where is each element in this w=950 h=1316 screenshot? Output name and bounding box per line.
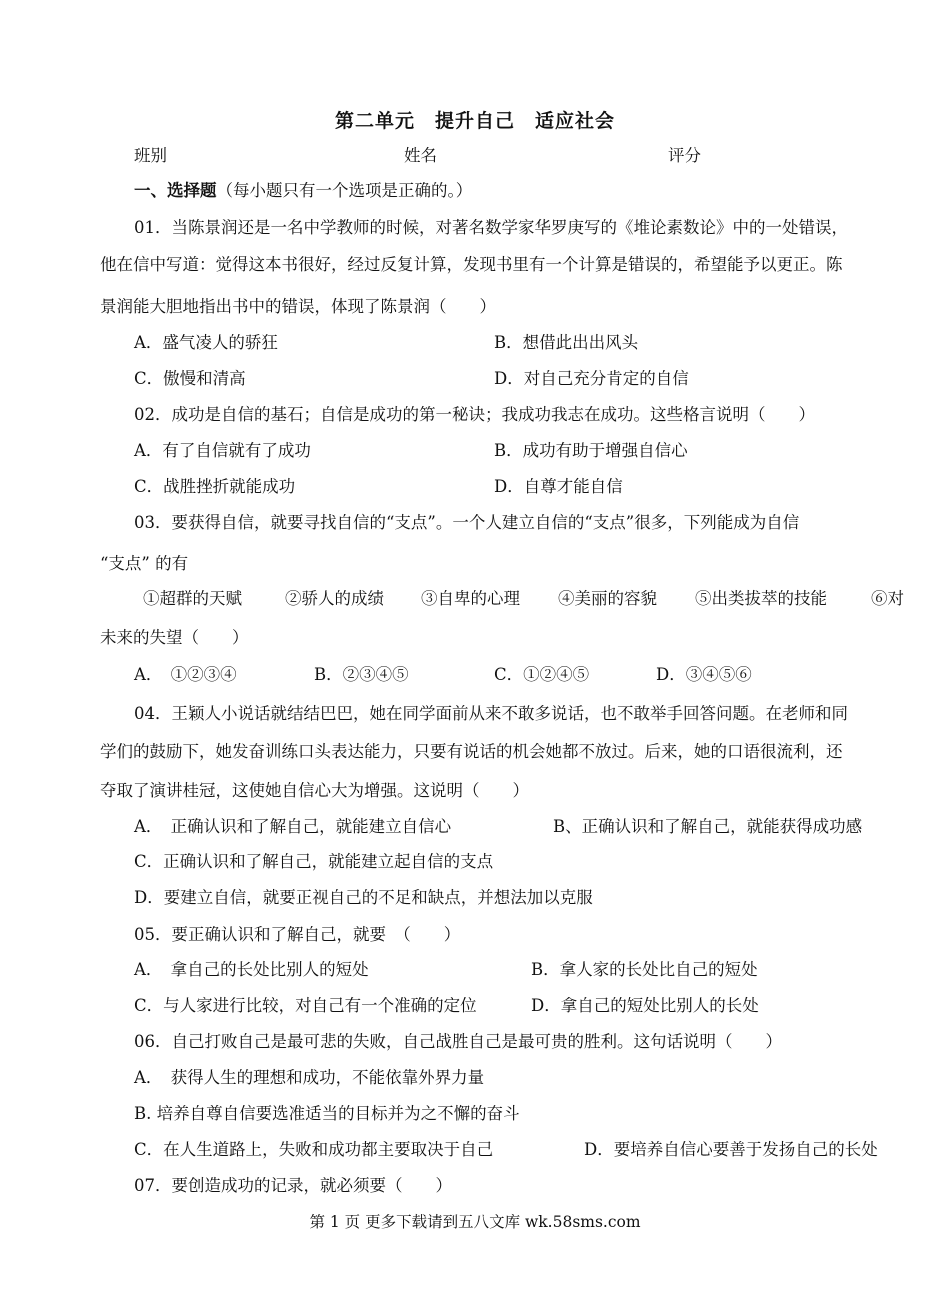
q3-item-2: ②骄人的成绩 [285, 589, 384, 608]
q4-option-b: B、正确认识和了解自己，就能获得成功感 [553, 817, 863, 836]
q3-item-4: ④美丽的容貌 [558, 589, 657, 608]
class-label: 班别 [134, 146, 167, 165]
q5-option-d: D．拿自己的短处比别人的长处 [531, 996, 759, 1015]
q3-item-5: ⑤出类拔萃的技能 [695, 589, 827, 608]
q1-option-c: C．傲慢和清高 [134, 369, 246, 388]
page-footer: 第 1 页 更多下载请到五八文库 wk.58sms.com [309, 1213, 641, 1231]
q3-item-1: ①超群的天赋 [143, 589, 242, 608]
section-note: （每小题只有一个选项是正确的。） [216, 181, 473, 200]
q1-option-d: D．对自己充分肯定的自信 [494, 369, 689, 388]
q3-item-3: ③自卑的心理 [421, 589, 520, 608]
q4-option-c: C．正确认识和了解自己，就能建立起自信的支点 [134, 852, 494, 871]
section-heading [134, 181, 472, 201]
q1-line-1: 01．当陈景润还是一名中学教师的时候，对著名数学家华罗庚写的《堆论素数论》中的一处错误， [134, 218, 848, 237]
q2-option-d: D．自尊才能自信 [494, 477, 623, 496]
q5-line-1: 05．要正确认识和了解自己，就要 （ ） [134, 925, 461, 944]
q2-option-a: A．有了自信就有了成功 [134, 441, 311, 460]
q6-option-c: C．在人生道路上，失败和成功都主要取决于自己 [134, 1140, 494, 1159]
q6-option-d: D．要培养自信心要善于发扬自己的长处 [584, 1140, 878, 1159]
q3-line-2: “支点” 的有 [100, 554, 189, 573]
q3-line-1: 03．要获得自信，就要寻找自信的“支点”。一个人建立自信的“支点”很多，下列能成为自信 [134, 513, 800, 532]
section-label: 一、选择题 [134, 181, 217, 200]
q1-line-3: 景润能大胆地指出书中的错误，体现了陈景润（ ） [100, 297, 496, 316]
q5-option-b: B．拿人家的长处比自己的短处 [531, 960, 758, 979]
q1-option-b: B．想借此出出风头 [494, 333, 639, 352]
q1-option-a: A．盛气凌人的骄狂 [134, 333, 278, 352]
score-label: 评分 [668, 146, 701, 165]
q2-option-b: B．成功有助于增强自信心 [494, 441, 688, 460]
q4-option-d: D．要建立自信，就要正视自己的不足和缺点，并想法加以克服 [134, 888, 593, 907]
q3-option-d: D．③④⑤⑥ [656, 665, 752, 684]
q4-line-1: 04．王颖人小说话就结结巴巴，她在同学面前从来不敢多说话，也不敢举手回答问题。在老师和同 [134, 704, 848, 723]
q4-line-3: 夺取了演讲桂冠，这使她自信心大为增强。这说明（ ） [100, 781, 529, 800]
q2-line-1: 02．成功是自信的基石；自信是成功的第一秘诀；我成功我志在成功。这些格言说明（ ） [134, 405, 815, 424]
q7-line-1: 07．要创造成功的记录，就必须要（ ） [134, 1176, 452, 1195]
q4-line-2: 学们的鼓励下，她发奋训练口头表达能力，只要有说话的机会她都不放过。后来，她的口语很流利，还 [100, 742, 843, 761]
q5-option-a: A． 拿自己的长处比别人的短处 [134, 960, 369, 979]
q4-option-a: A． 正确认识和了解自己，就能建立自信心 [134, 817, 452, 836]
q3-item-6: ⑥对 [871, 589, 904, 608]
q3-option-b: B．②③④⑤ [314, 665, 409, 684]
q6-line-1: 06．自己打败自己是最可悲的失败，自己战胜自己是最可贵的胜利。这句话说明（ ） [134, 1032, 782, 1051]
page-title: 第二单元 提升自己 适应社会 [334, 110, 615, 132]
q1-line-2: 他在信中写道：觉得这本书很好，经过反复计算，发现书里有一个计算是错误的，希望能予以更正。陈 [100, 255, 843, 274]
q5-option-c: C．与人家进行比较，对自己有一个准确的定位 [134, 996, 477, 1015]
q3-line-4: 未来的失望（ ） [100, 628, 249, 647]
q3-option-c: C．①②④⑤ [494, 665, 590, 684]
q3-option-a: A． ①②③④ [134, 665, 237, 684]
q2-option-c: C．战胜挫折就能成功 [134, 477, 296, 496]
q6-option-b: B. 培养自尊自信要选准适当的目标并为之不懈的奋斗 [134, 1104, 520, 1123]
name-label: 姓名 [404, 146, 437, 165]
q6-option-a: A． 获得人生的理想和成功，不能依靠外界力量 [134, 1068, 485, 1087]
